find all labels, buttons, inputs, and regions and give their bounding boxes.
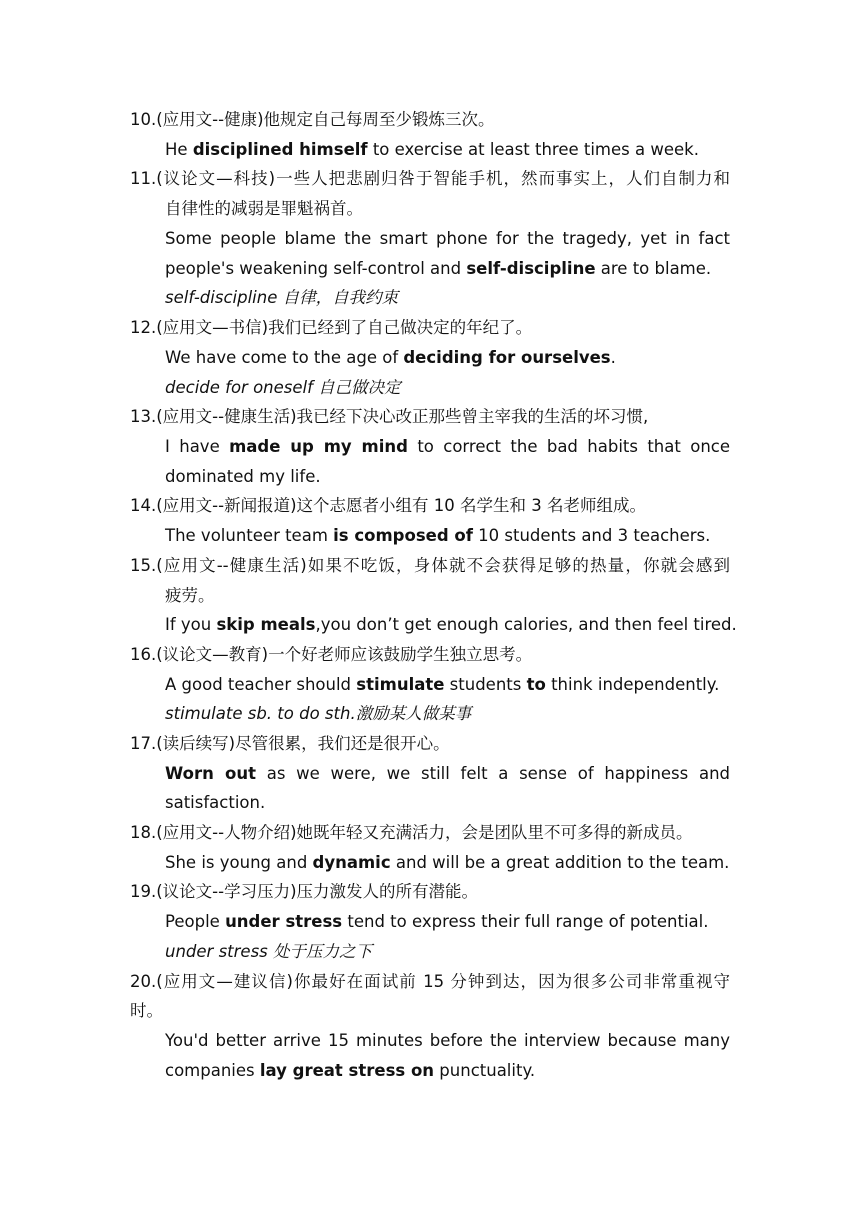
key-phrase: stimulate [356, 675, 445, 694]
key-phrase: dynamic [312, 853, 391, 872]
key-phrase: self-discipline [466, 259, 596, 278]
key-phrase: lay great stress on [259, 1061, 435, 1080]
key-phrase: disciplined himself [192, 140, 368, 159]
key-phrase: deciding for ourselves [403, 348, 611, 367]
key-phrase: skip meals [216, 615, 316, 634]
key-phrase: under stress [225, 912, 343, 931]
key-phrase: is composed of [333, 526, 473, 545]
document-page: 10.(应用文--健康)他规定自己每周至少锻炼三次。 He disciplined himself to exercise at least three times a week. 11.(议论文—科技)一些人把悲剧归咎于智能手机，然而事实上，人们自制力和 自律性的减弱是罪魁祸首。 Some people blame the smart phone for the tragedy, yet in fact people's weakening self-control and self-discipline are to blame. self-discipline 自律，自我约束 12.(应用文—书信)我们已经到了自己做决定的年纪了。 We have come to the age of deciding for ourselves. decide for oneself 自己做决定 13.(应用文--健康生活)我已经下决心改正那些曾主宰我的生活的坏习惯, I have made up my mind to correct the bad habits that once dominated my life. 14.(应用文--新闻报道)这个志愿者小组有 10 名学生和 3 名老师组成。 The volunteer team is composed of 10 students and 3 teachers. 15.(应用文--健康生活)如果不吃饭，身体就不会获得足够的热量，你就会感到 疲劳。 If you skip meals,you don’t get enough calories, and then feel tired. 16.(议论文—教育)一个好老师应该鼓励学生独立思考。 A good teacher should stimulate students to think independently. stimulate sb. to do sth.激励某人做某事 17.(读后续写)尽管很累，我们还是很开心。 Worn out as we were, we still felt a sense of happiness and satisfaction. 18.(应用文--人物介绍)她既年轻又充满活力，会是团队里不可多得的新成员。 She is young and dynamic and will be a great addition to the team. 19.(议论文--学习压力)压力激发人的所有潜能。 People under stress tend to express their full range of potential. under stress 处于压力之下 20.(应用文—建议信)你最好在面试前 15 分钟到达，因为很多公司非常重视守 时。 You'd better arrive 15 minutes before the interview because many companies lay great stress on punctuality. [130, 110, 737, 1080]
key-phrase: to [526, 675, 546, 694]
key-phrase: made up my mind [229, 437, 408, 456]
key-phrase: Worn out [165, 764, 257, 783]
